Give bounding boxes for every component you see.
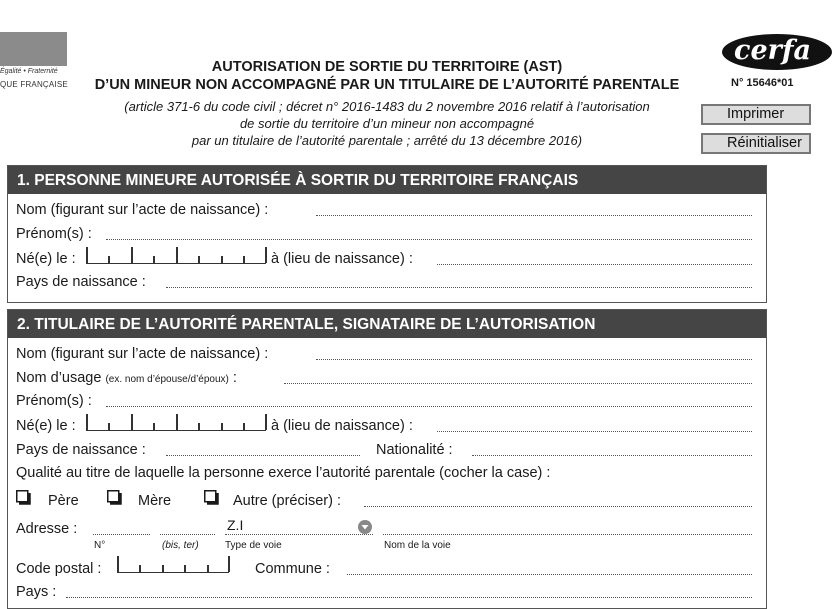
guardian-country-field[interactable] — [166, 455, 360, 456]
cerfa-number: N° 15646*01 — [731, 77, 794, 89]
form-title: AUTORISATION DE SORTIE DU TERRITOIRE (AST) — [211, 59, 563, 75]
typevoie-value: Z.I — [227, 517, 244, 533]
cerfa-logo: cerfa — [722, 34, 832, 70]
section-2-header — [8, 310, 766, 338]
minor-dob-label: Né(e) le : — [16, 251, 76, 267]
pere-checkbox[interactable] — [16, 490, 30, 504]
republique-logo — [0, 32, 67, 66]
guardian-birthplace-label: à (lieu de naissance) : — [271, 418, 413, 434]
adresse-bis-field[interactable] — [160, 534, 215, 535]
mere-label: Mère — [138, 493, 172, 509]
minor-country-field[interactable] — [166, 287, 752, 288]
minor-country-label: Pays de naissance : — [16, 274, 146, 290]
bis-sublabel: (bis, ter) — [162, 540, 199, 551]
guardian-dob-label: Né(e) le : — [16, 418, 76, 434]
republic-name: QUE FRANÇAISE — [0, 80, 68, 89]
commune-label: Commune : — [255, 561, 330, 577]
pere-label: Père — [48, 493, 79, 509]
guardian-country-label: Pays de naissance : — [16, 442, 146, 458]
minor-birthplace-field[interactable] — [437, 264, 752, 265]
guardian-nom-usage-label — [16, 370, 237, 386]
typevoie-dropdown[interactable] — [358, 520, 372, 534]
autre-field[interactable] — [364, 506, 752, 507]
section-1-title: 1. PERSONNE MINEURE AUTORISÉE À SORTIR DU TERRITOIRE FRANÇAIS — [17, 172, 579, 189]
guardian-birthplace-field[interactable] — [437, 431, 752, 432]
checkbox-icon — [16, 490, 31, 505]
guardian-nom-usage-field[interactable] — [284, 383, 752, 384]
legal-line-2: de sortie du territoire d’un mineur non accompagné — [239, 116, 535, 131]
guardian-nom-field[interactable] — [316, 359, 752, 360]
nomvoie-sublabel: Nom de la voie — [384, 540, 451, 551]
guardian-nationality-field[interactable] — [472, 455, 752, 456]
section-2-title: 2. TITULAIRE DE L’AUTORITÉ PARENTALE, SIGNATAIRE DE L’AUTORISATION — [17, 316, 596, 333]
minor-birthplace-label: à (lieu de naissance) : — [271, 251, 413, 267]
commune-field[interactable] — [347, 574, 752, 575]
guardian-nationality-label: Nationalité : — [376, 442, 453, 458]
minor-prenom-field[interactable] — [106, 239, 752, 240]
reset-button[interactable]: Réinitialiser — [701, 133, 811, 154]
mere-checkbox[interactable] — [107, 490, 121, 504]
minor-nom-field[interactable] — [316, 215, 752, 216]
typevoie-sublabel: Type de voie — [225, 540, 282, 551]
minor-prenom-label: Prénom(s) : — [16, 226, 92, 242]
cp-label: Code postal : — [16, 561, 102, 577]
adresse-num-field[interactable] — [93, 534, 150, 535]
minor-dob-field[interactable] — [86, 247, 266, 264]
adresse-typevoie-field[interactable] — [225, 534, 373, 535]
legal-line-1: (article 371-6 du code civil ; décret n° 2016-1483 du 2 novembre 2016 relatif à l’autorisation — [124, 99, 650, 114]
legal-reference — [70, 98, 704, 149]
guardian-prenom-label: Prénom(s) : — [16, 393, 92, 409]
nom-usage-hint: (ex. nom d’épouse/d’époux) — [105, 374, 229, 385]
chevron-down-icon — [358, 520, 372, 534]
cp-field[interactable] — [117, 556, 229, 573]
minor-nom-label: Nom (figurant sur l’acte de naissance) : — [16, 202, 269, 218]
nom-usage-text: Nom d’usage — [16, 370, 102, 386]
form-subtitle: D’UN MINEUR NON ACCOMPAGNÉ PAR UN TITULAIRE DE L’AUTORITÉ PARENTALE — [94, 77, 680, 93]
pays-adresse-label: Pays : — [16, 584, 57, 600]
republic-motto: Égalité • Fraternité — [0, 68, 58, 75]
checkbox-icon — [204, 490, 219, 505]
guardian-dob-field[interactable] — [86, 414, 266, 431]
guardian-prenom-field[interactable] — [106, 406, 752, 407]
legal-line-3: par un titulaire de l’autorité parentale ; arrêté du 13 décembre 2016) — [191, 133, 583, 148]
section-1-header — [8, 166, 766, 194]
print-button[interactable]: Imprimer — [701, 104, 811, 125]
autre-checkbox[interactable] — [204, 490, 218, 504]
pays-adresse-field[interactable] — [66, 597, 752, 598]
nom-usage-colon: : — [232, 370, 237, 386]
qualite-label: Qualité au titre de laquelle la personne exerce l’autorité parentale (cocher la case) : — [16, 465, 551, 481]
adresse-label: Adresse : — [16, 521, 78, 537]
num-sublabel: N° — [94, 540, 106, 551]
checkbox-icon — [107, 490, 122, 505]
guardian-nom-label: Nom (figurant sur l’acte de naissance) : — [16, 346, 269, 362]
adresse-nomvoie-field[interactable] — [383, 534, 752, 535]
autre-label: Autre (préciser) : — [233, 493, 341, 509]
